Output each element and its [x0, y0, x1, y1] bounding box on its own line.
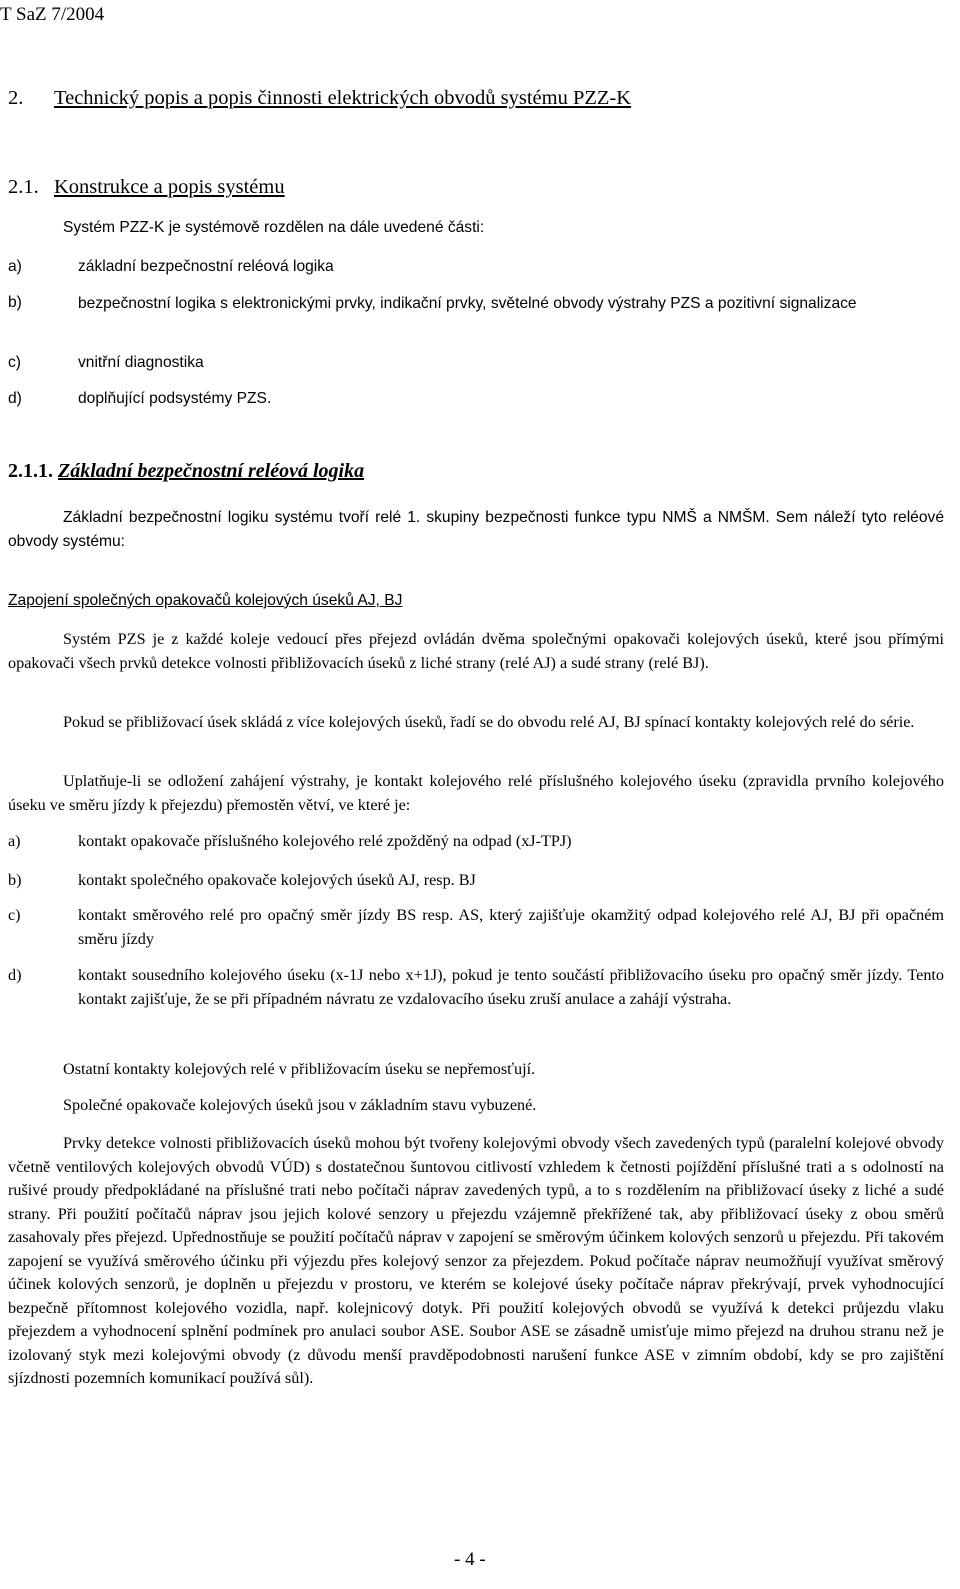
- section-2-heading: [8, 87, 631, 110]
- paragraph: Prvky detekce volnosti přibližovacích úseků mohou být tvořeny kolejovými obvody všech zavedených typů (paralelní kolejové obvody včetně ventilových kolejových obvodů VÚD) s dostatečnou šuntovou citlivostí vzhledem k četnosti pojíždění příslušné trati a s odolností na rušivé proudy předpokládané na příslušné trati nebo počítači náprav zavedených typů, a to s rozdělením na přibližovací úseky z liché a sudé strany. Při použití počítačů náprav jsou jejich kolové senzory u přejezdu vzájemně překřížené tak, aby přibližovací úseky z obou směrů zasahovaly přes přejezd. Upřednostňuje se použití počítačů náprav v zapojení se směrovým účinkem kolových senzorů u přejezdu. Při takovém zapojení se využívá směrového účinku při výjezdu přes kolejový senzor za přejezdem. Pokud počítače náprav neumožňují využívat směrový účinek kolových senzorů, je doplněn u přejezdu v prostoru, ve kterém se kolejové úseky počítače náprav překrývají, prvek vyhodnocující bezpečně přítomnost kolejového vozidla, např. kolejnicový dotyk. Při použití kolejových obvodů se využívá k detekci průjezdu vlaku přejezdem a vyhodnocení splnění podmínek pro anulaci soubor ASE. Soubor ASE se zásadně umisťuje mimo přejezd na druhou stranu než je izolovaný styk mezi kolejovými obvody (z důvodu menší pravděpodobnosti narušení funkce ASE v zimním období, kdy se pro zajištění sjízdnosti pozemních komunikací používá sůl).: [8, 1134, 944, 1387]
- list-item-text: základní bezpečnostní reléová logika: [78, 258, 334, 275]
- list-item-label: d): [8, 966, 22, 984]
- section-2-1-intro: Systém PZZ-K je systémově rozdělen na dále uvedené části:: [63, 219, 485, 236]
- list-item-text: kontakt směrového relé pro opačný směr jízdy BS resp. AS, který zajišťuje okamžitý odpad kolejového relé AJ, BJ při opačném směru jízdy: [78, 906, 944, 948]
- section-2-1-number: 2.1.: [8, 176, 39, 198]
- list-item-text: kontakt opakovače příslušného kolejového relé zpožděný na odpad (xJ-TPJ): [78, 832, 572, 850]
- section-2-title: Technický popis a popis činnosti elektrických obvodů systému PZZ-K: [54, 87, 632, 109]
- paragraph: Společné opakovače kolejových úseků jsou v základním stavu vybuzené.: [63, 1096, 537, 1114]
- section-2-1-1-heading: [8, 460, 364, 483]
- section-2-1-1-title: Základní bezpečnostní reléová logika: [58, 460, 365, 482]
- list-item-text: kontakt sousedního kolejového úseku (x-1J nebo x+1J), pokud je tento součástí přibližovacího úseku pro opačný směr jízdy. Tento kontakt zajišťuje, že se při případném návratu ze vzdalovacího úseku zruší anulace a zahájí výstraha.: [78, 966, 944, 1008]
- section-2-1-heading: [8, 176, 285, 199]
- list-item-label: a): [8, 832, 21, 850]
- list-item-label: c): [8, 906, 21, 924]
- section-2-number: 2.: [8, 87, 24, 109]
- section-2-1-1-intro: Základní bezpečnostní logiku systému tvoří relé 1. skupiny bezpečnosti funkce typu NMŠ a NMŠM. Sem náleží tyto reléové obvody systému:: [8, 509, 944, 550]
- paragraph: Pokud se přibližovací úsek skládá z více kolejových úseků, řadí se do obvodu relé AJ, BJ spínací kontakty kolejových relé do série.: [63, 713, 915, 731]
- list-item-label: a): [8, 258, 22, 275]
- list-item-text: kontakt společného opakovače kolejových úseků AJ, resp. BJ: [78, 871, 476, 889]
- paragraph: Systém PZS je z každé koleje vedoucí přes přejezd ovládán dvěma společnými opakovači kolejových úseků, které jsou přímými opakovači všech prvků detekce volnosti přibližovacích úseků z liché strany (relé AJ) a sudé strany (relé BJ).: [8, 630, 944, 672]
- list-item-text: doplňující podsystémy PZS.: [78, 390, 272, 407]
- list-item-label: b): [8, 871, 22, 889]
- subheading-opakovace: Zapojení společných opakovačů kolejových úseků AJ, BJ: [8, 592, 403, 609]
- list-item-text: bezpečnostní logika s elektronickými prvky, indikační prvky, světelné obvody výstrahy PZS a pozitivní signalizace: [78, 295, 857, 312]
- paragraph: Ostatní kontakty kolejových relé v přibližovacím úseku se nepřemosťují.: [63, 1060, 536, 1078]
- list-item-label: c): [8, 354, 21, 371]
- section-2-1-1-number: 2.1.1.: [8, 460, 53, 482]
- section-2-1-title: Konstrukce a popis systému: [54, 176, 285, 198]
- list-item-label: b): [8, 294, 22, 311]
- paragraph: Uplatňuje-li se odložení zahájení výstrahy, je kontakt kolejového relé příslušného kolejového úseku (zpravidla prvního kolejového úseku ve směru jízdy k přejezdu) přemostěn větví, ve které je:: [8, 772, 944, 814]
- list-item-text: vnitřní diagnostika: [78, 354, 204, 371]
- document-id: T SaZ 7/2004: [0, 4, 105, 25]
- list-item-label: d): [8, 390, 22, 407]
- page-number: - 4 -: [454, 1549, 486, 1570]
